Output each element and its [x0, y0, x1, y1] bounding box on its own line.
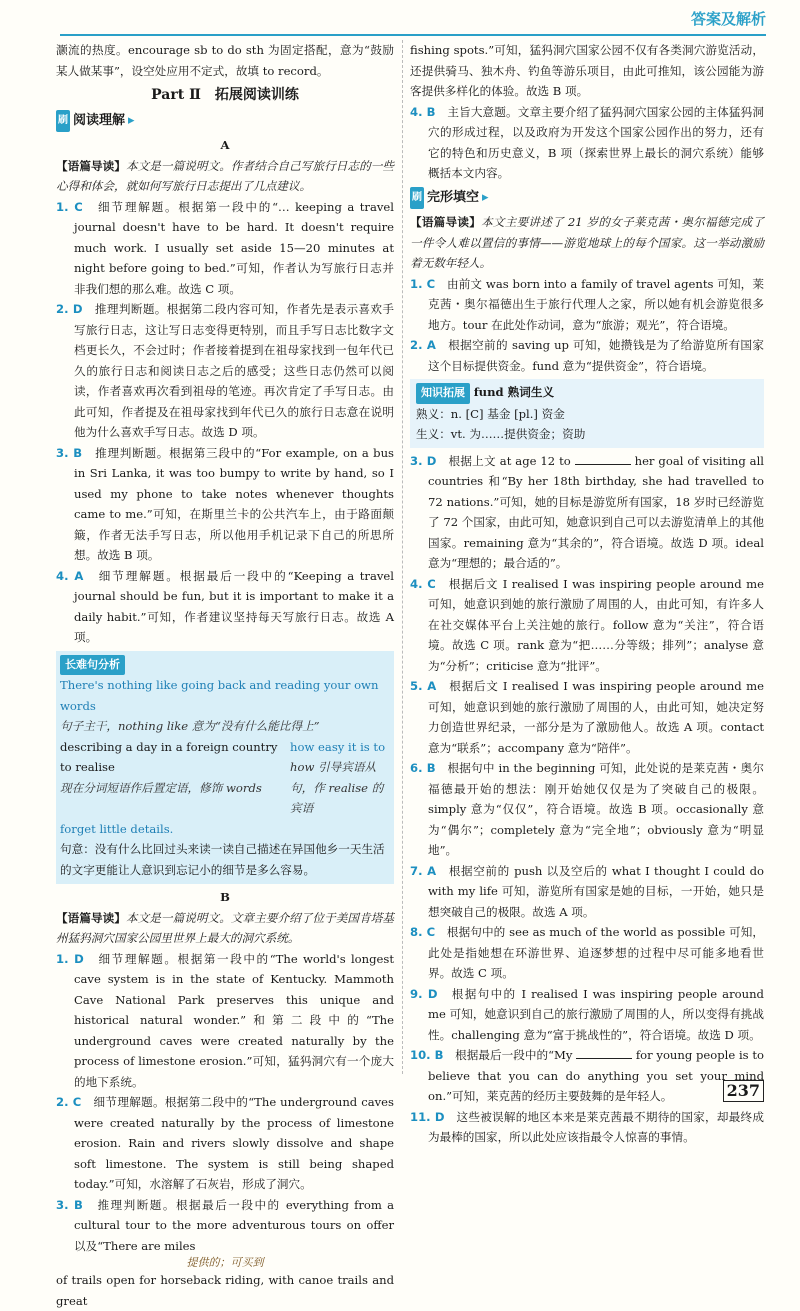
answer-text: 推理判断题。根据第二段内容可知，作者先是表示喜欢手写旅行日志，这让写日志变得更特别，而且手写日志比数字文档更长久，不会过时；作者接着提到在祖母家找到一包年代已久的旅行日志和阅读日志之后的感受；这些日志仍然可以阅读，作者喜欢再次看到祖母的笔迹。再次肯定了手写日志。由此可知，作者提及在祖母家找到年代已久的旅行日志意在说明他为什么喜欢手写日志。故选 D 项。: [74, 302, 394, 439]
answer-text: 细节理解题。根据第一段中的“The world's longest cave system is in the state of Kentucky. Mammoth Cave National Park preserves this unique and historical natural wonder.”和第二段中的“The underground caves were created naturally by the process of limestone erosion.”可知，猛犸洞穴有一个庞大的地下系统。: [74, 951, 394, 1089]
answer-text: 细节理解题。根据第一段中的“… keeping a travel journal doesn't have to be hard. It doesn't require much work. I usually set aside 15—20 minutes at night before going to bed.”可知，作者认为写旅行日志并非我们想的那么难。故选 C 项。: [74, 199, 394, 296]
answer-text: 根据空前的 push 以及空后的 what I thought I could do with my life 可知，游览所有国家是她的目标，一开始，她只是想突破自己的极限。故选 A 项。: [428, 863, 764, 919]
brush-icon: 刷: [56, 110, 70, 133]
answer-item: [56, 299, 394, 443]
knowledge-box: [410, 379, 764, 448]
answer-number: 4. A: [56, 568, 84, 583]
analysis-note-1: 句子主干，nothing like 意为“没有什么能比得上”: [60, 719, 320, 733]
answer-item: [410, 676, 764, 758]
answer-text: 细节理解题。根据第二段中的“The underground caves were created naturally by the process of limestone erosion. Rain and rivers slowly dissolve and shape soft limestone. The system is still being shaped today.”可知，水溶解了石灰岩，形成了洞穴。: [74, 1095, 394, 1191]
tail-text: of trails open for horseback riding, with canoe trails and great: [56, 1273, 394, 1308]
reading-section-heading: [56, 110, 394, 133]
answer-item: [410, 922, 764, 984]
analysis-line-2: describing a day in a foreign country to realise: [60, 739, 278, 774]
guide-label: 【语篇导读】: [410, 215, 482, 229]
bullet-icon: ▸: [482, 189, 489, 205]
answer-text-pre: 根据最后一段中的“My: [455, 1048, 573, 1062]
guide-label: 【语篇导读】: [56, 158, 126, 173]
answer-text: 根据句中 in the beginning 可知，此处说的是莱克茜・奥尔福德最开始的想法：刚开始她仅仅是为了突破自己的极限。simply 意为“仅仅”，符合语境。故选 B 项。occasionally 意为“偶尔”；completely 意为“完全地”；obviously 意为“明显地”。: [428, 761, 764, 857]
answer-number: 2. C: [56, 1095, 82, 1109]
answer-item: [410, 574, 764, 677]
answers-a: [56, 197, 394, 648]
bullet-icon: ▸: [128, 112, 135, 128]
knowledge-line-1: 熟义：n. [C] 基金 [pl.] 资金: [416, 406, 565, 421]
answer-number: 11. D: [410, 1109, 445, 1124]
answer-number: 9. D: [410, 986, 438, 1001]
analysis-line-2b: how easy it is to: [290, 739, 386, 754]
answer-text: 根据句中的 I realised I was inspiring people around me 可知，她意识到自己的旅行激励了周围的人，所以变得有挑战性。challenging 意为“富于挑战性的”，符合语境。故选 D 项。: [428, 986, 764, 1042]
answer-item: [410, 451, 764, 574]
answer-item: [410, 1045, 764, 1107]
analysis-tag: 长难句分析: [60, 655, 125, 676]
header-rule: [60, 34, 766, 36]
answer-text: 根据后文 I realised I was inspiring people around me 可知，她意识到她的旅行激励了周围的人，由此可知，有许多人在社交媒体平台上关注她的旅行。follow 意为“关注”，符合语境。故选 C 项。rank 意为“把……分等级；排列”；analyse 意为“分析”；criticise 意为“批评”。: [428, 576, 764, 673]
answer-item: [410, 102, 764, 184]
analysis-translation: 句意：没有什么比回过头来读一读自己描述在异国他乡一天生活的文字更能让人意识到忘记小的细节是多么容易。: [60, 842, 385, 877]
guide-text: 本文是一篇说明文。作者结合自己写旅行日志的一些心得和体会，就如何写旅行日志提出了几点建议。: [56, 158, 394, 193]
left-column: [56, 40, 394, 1308]
knowledge-line-2: 生义：vt. 为……提供资金；资助: [416, 427, 586, 441]
answer-text: 细节理解题。根据最后一段中的“Keeping a travel journal should be fun, but it is important to make it a daily habit.”可知，作者建议坚持每天写旅行日志。故选 A 项。: [74, 568, 394, 644]
answer-number: 6. B: [410, 761, 436, 775]
answer-item: [56, 197, 394, 300]
page-number: 237: [723, 1080, 764, 1102]
answer-text: 根据后文 I realised I was inspiring people around me 可知，她意识到她的旅行激励了周围的人，由此可知，她决定努力创造世界纪录，一部分是为了激励他人。故选 A 项。contact 意为“联系”；accompany 意为“陪伴”。: [428, 679, 764, 755]
analysis-row-left: [60, 737, 290, 819]
answer-item: [410, 861, 764, 923]
answer-number: 4. C: [410, 576, 436, 591]
answer-number: 3. B: [56, 445, 83, 460]
answer-text: 根据空前的 saving up 可知，她攒钱是为了给游览所有国家这个目标提供资金。fund 意为“提供资金”，符合语境。: [428, 338, 764, 373]
brush-icon: 刷: [410, 187, 424, 210]
passage-b-guide: [56, 908, 394, 949]
answer-number: 3. D: [410, 453, 437, 468]
answer-number: 2. A: [410, 338, 436, 352]
reading-section-label: 阅读理解: [73, 112, 126, 128]
answer-item: [56, 566, 394, 648]
cloze-section-label: 完形填空: [427, 189, 480, 205]
analysis-note-2b: 句，作 realise 的宾语: [290, 780, 384, 815]
analysis-note-2c: how 引导宾语从: [290, 760, 377, 774]
analysis-row: [60, 737, 390, 819]
analysis-note-2: 现在分词短语作后置定语，修饰 words: [60, 780, 262, 795]
answer-number: 1. C: [56, 199, 83, 214]
answer-item: [410, 274, 764, 336]
answer-number: 10. B: [410, 1048, 444, 1062]
answer-text: 这些被误解的地区本来是莱克茜最不期待的国家，却最终成为最棒的国家，所以此处应该指最令人惊喜的事情。: [428, 1109, 764, 1144]
answer-item: [410, 1107, 764, 1148]
answer-item: [56, 443, 394, 566]
analysis-line-1: There's nothing like going back and reading your own words: [60, 678, 379, 713]
answer-item: [410, 984, 764, 1046]
answer-text: 主旨大意题。文章主要介绍了猛犸洞穴国家公园的主体猛犸洞穴的形成过程，以及政府为开发这个国家公园作出的努力，还有它的特色和历史意义，B 项（探索世界上最长的洞穴系统）能够概括本文内容。: [428, 104, 764, 180]
passage-a-guide: [56, 156, 394, 197]
answer-item: [56, 1195, 394, 1257]
cloze-guide: [410, 212, 764, 274]
answer-number: 1. D: [56, 951, 84, 966]
answer-number: 5. A: [410, 679, 437, 693]
intro-paragraph: 灏流的热度。encourage sb to do sth 为固定搭配，意为“鼓励某人做某事”，设空处应用不定式，故填 to record。: [56, 43, 394, 78]
sentence-analysis-box: [56, 651, 394, 885]
answer-text: 根据句中的 see as much of the world as possible 可知，此处是指她想在环游世界、追逐梦想的过程中尽可能多地看世界。故选 C 项。: [428, 925, 764, 980]
analysis-line-3: forget little details.: [60, 821, 174, 836]
answer-number: 8. C: [410, 925, 436, 939]
header-title: 答案及解析: [690, 10, 766, 28]
passage-a-label: A: [220, 138, 230, 152]
answers-b: [56, 949, 394, 1257]
knowledge-title: fund 熟词生义: [473, 385, 555, 399]
answer-text-post: for young people is to believe that you can do anything you set your mind on.”可知，莱克茜的经历主要鼓舞的是年轻人。: [428, 1048, 764, 1103]
answer-item: [56, 1092, 394, 1195]
answer-item: [410, 758, 764, 861]
cloze-section-heading: [410, 187, 764, 210]
answer-text: 由前文 was born into a family of travel agents 可知，莱克茜・奥尔福德出生于旅行代理人之家，所以她有机会游览很多地方。tour 在此处作动词，意为“旅游；观光”，符合语境。: [428, 276, 764, 332]
answer-number: 4. B: [410, 104, 436, 119]
answer-number: 7. A: [410, 863, 437, 878]
answer-number: 2. D: [56, 302, 83, 316]
guide-text: 本文主要讲述了 21 岁的女子莱克茜・奥尔福德完成了一件令人难以置信的事情——游览地球上的每个国家。这一举动激励着无数年轻人。: [410, 215, 764, 270]
blank-line: [576, 1046, 632, 1059]
answer-item: [56, 949, 394, 1093]
answer-item: [410, 335, 764, 376]
handwritten-note: 提供的；可买到: [186, 1256, 264, 1269]
guide-label: 【语篇导读】: [56, 910, 126, 925]
answer-text: 推理判断题。根据最后一段中的 everything from a cultural tour to the more adventurous tours on offer 以及“There are miles: [74, 1197, 394, 1253]
analysis-row-right: [290, 737, 390, 819]
blank-line: [575, 452, 631, 465]
answer-text-post: her goal of visiting all countries 和“By her 18th birthday, she had travelled to 72 nations.”可知，她的目标是游览所有国家，18 岁时已经游览了 72 个国家，由此可知，她意识到自己可以去游览清单上的其他国家。remaining 意为“其余的”，符合语境。故选 D 项。ideal 意为“理想的；最合适的”。: [428, 453, 764, 570]
answer-number: 1. C: [410, 276, 436, 291]
knowledge-tag: 知识拓展: [416, 383, 470, 404]
answer-text: 推理判断题。根据第三段中的“For example, on a bus in Sri Lanka, it was too bumpy to write by hand, so I used my phone to take notes whenever thoughts came to me.”可知，在斯里兰卡的公共汽车上，由于路面颠簸，作者无法手写日志，所以他用手机记录下自己的所思所想。故选 B 项。: [74, 445, 394, 562]
answer-text-pre: 根据上文 at age 12 to: [448, 453, 571, 468]
passage-b-label: B: [220, 890, 230, 904]
guide-text: 本文是一篇说明文。文章主要介绍了位于美国肯塔基州猛犸洞穴国家公园里世界上最大的洞穴系统。: [56, 910, 394, 945]
column-divider: [402, 40, 403, 1074]
part-title: Part Ⅱ 拓展阅读训练: [151, 87, 299, 103]
answer-number: 3. B: [56, 1197, 83, 1212]
right-top-text: fishing spots.”可知，猛犸洞穴国家公园不仅有各类洞穴游览活动，还提供骑马、独木舟、钓鱼等游乐项目，由此可推知，该公园能为游客提供多样化的体验。故选 B 项。: [410, 43, 764, 98]
